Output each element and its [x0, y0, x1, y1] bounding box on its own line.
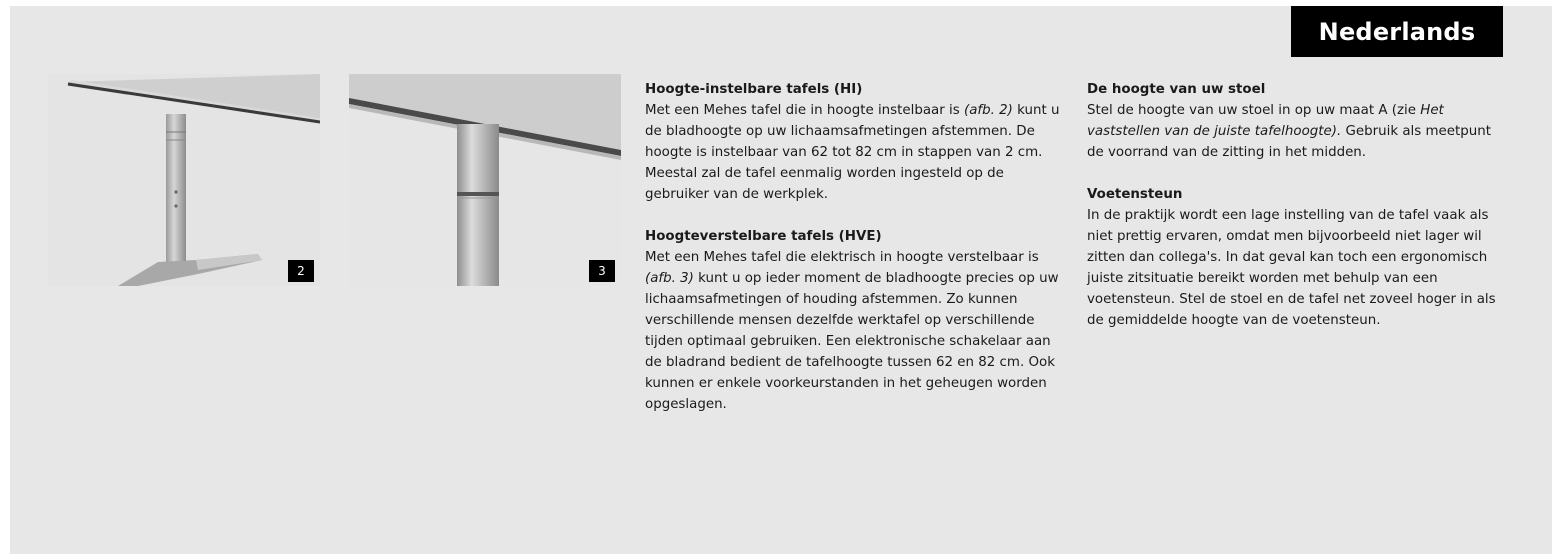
- electric-leg-illustration: [349, 74, 621, 286]
- figure-reference: (afb. 3): [645, 271, 694, 286]
- section-heading-hi: Hoogte-instelbare tafels (HI): [645, 82, 863, 97]
- body-text: Gebruik als meetpunt de voorrand van de zitting in het midden.: [1087, 124, 1491, 160]
- section-body-footrest: In de praktijk wordt een lage instelling van de tafel vaak als niet prettig ervaren, omdat men bijvoorbeeld niet lager wil zitten dan collega's. In dat geval kan toch een ergonomisch juiste zitsituatie bereikt worden met behulp van een voetensteun. Stel de stoel en de tafel net zoveel hoger in als de gemiddelde hoogte van de voetensteun.: [1087, 208, 1496, 328]
- text-column-2: [1087, 79, 1505, 331]
- body-text: Stel de hoogte van uw stoel in op uw maat A (zie: [1087, 103, 1421, 118]
- body-text: Met een Mehes tafel die in hoogte instelbaar is: [645, 103, 964, 118]
- section-heading-chair: De hoogte van uw stoel: [1087, 82, 1266, 97]
- figure-number-badge: 3: [589, 260, 615, 282]
- cross-reference: Het vaststellen van de juiste tafelhoogte).: [1087, 103, 1444, 139]
- figure-2-height-adjustable-table: [48, 74, 320, 286]
- section-body-chair: [1087, 100, 1505, 163]
- table-leg-illustration: [48, 74, 320, 286]
- figure-reference: (afb. 2): [963, 103, 1013, 118]
- figure-number-badge: 2: [288, 260, 314, 282]
- body-text: Met een Mehes tafel die elektrisch in hoogte verstelbaar is: [645, 250, 1039, 265]
- section-body-hi: [645, 100, 1063, 205]
- language-tab: Nederlands: [1291, 6, 1503, 57]
- body-text: kunt u de bladhoogte op uw lichaamsafmetingen afstemmen. De hoogte is instelbaar van 62 tot 82 cm in stappen van 2 cm. Meestal zal de tafel eenmalig worden ingesteld op de gebruiker van de werkplek.: [645, 103, 1060, 202]
- section-heading-footrest: Voetensteun: [1087, 187, 1183, 202]
- section-heading-hve: Hoogteverstelbare tafels (HVE): [645, 229, 882, 244]
- body-text: kunt u op ieder moment de bladhoogte precies op uw lichaamsafmetingen of houding afstemmen. Zo kunnen verschillende mensen dezelfde werktafel op verschillende tijden optimaal gebruiken. Een elektronische schakelaar aan de bladrand bedient de tafelhoogte tussen 62 en 82 cm. Ook kunnen er enkele voorkeurstanden in het geheugen worden opgeslagen.: [645, 271, 1059, 412]
- manual-page: [10, 6, 1552, 554]
- text-column-1: [645, 79, 1063, 415]
- section-body-hve: [645, 247, 1063, 415]
- figure-3-electric-table: [349, 74, 621, 286]
